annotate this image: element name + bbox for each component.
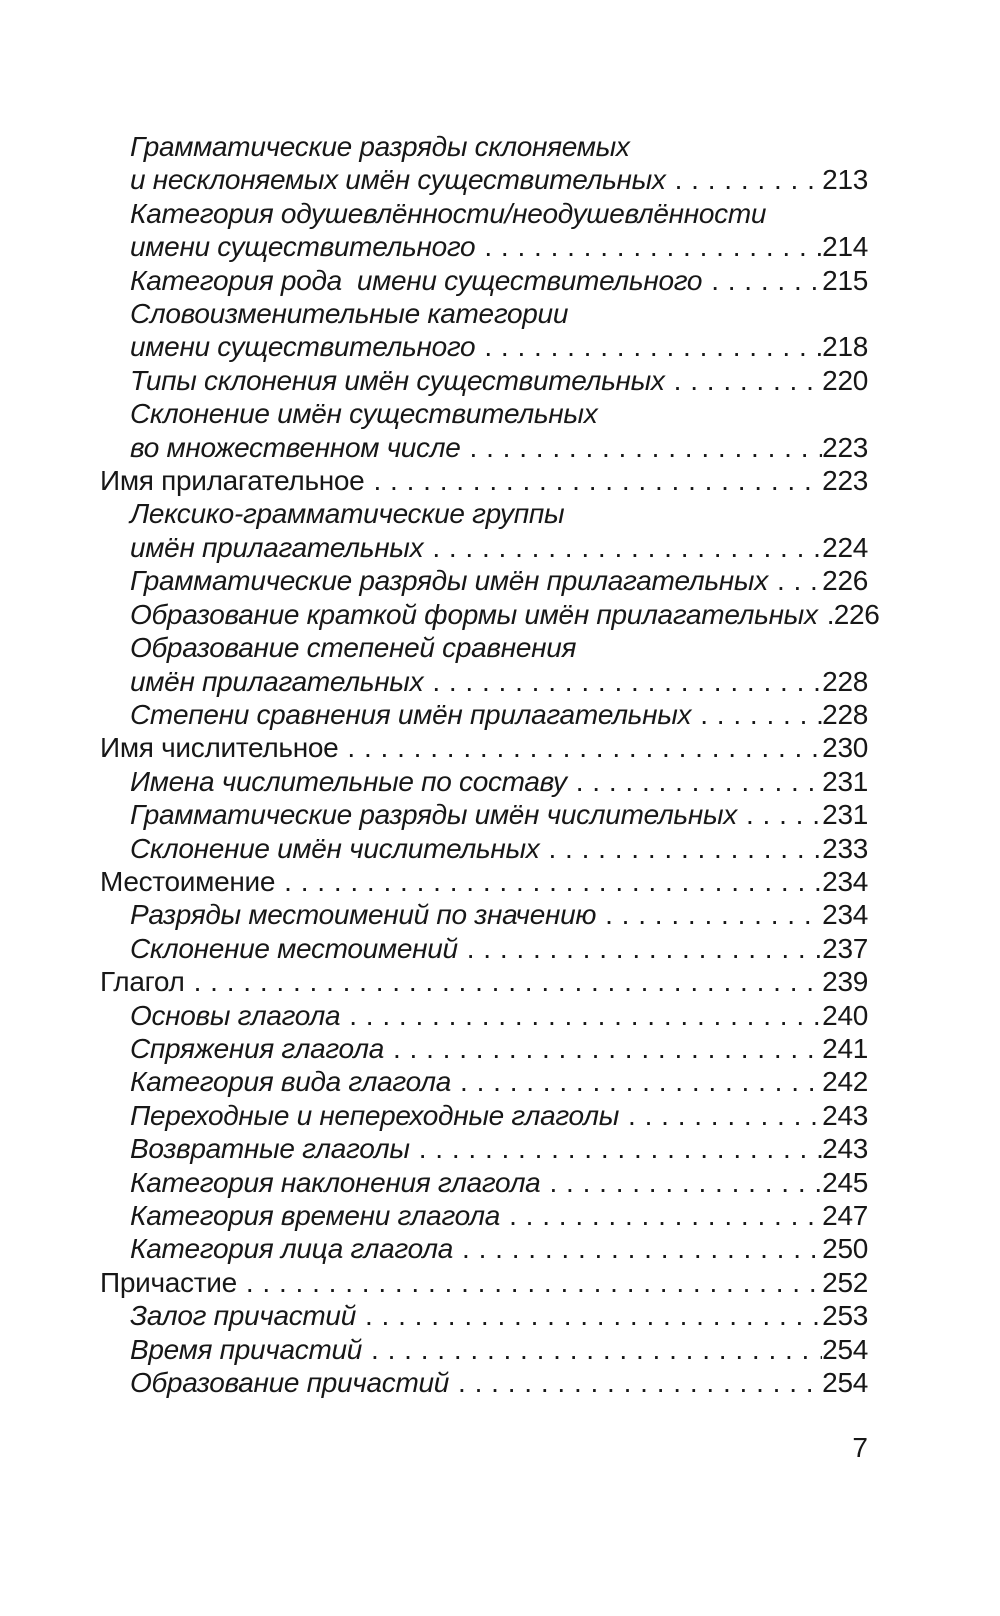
toc-entry-title: Переходные и непереходные глаголы bbox=[130, 1099, 620, 1131]
dot-leader bbox=[567, 765, 822, 798]
toc-entry-page: 240 bbox=[822, 999, 868, 1031]
dot-leader bbox=[410, 1132, 822, 1165]
toc-entry-title: Лексико-грамматические группы bbox=[130, 498, 565, 530]
toc-row bbox=[100, 999, 868, 1032]
toc-entry-title: Имя числительное bbox=[100, 732, 339, 764]
toc-entry-title: Время причастий bbox=[130, 1333, 363, 1365]
toc-entry-title: Грамматические разряды имён прилагательных bbox=[130, 565, 768, 597]
toc-row bbox=[100, 898, 868, 931]
toc-entry-page: 226 bbox=[822, 565, 868, 597]
toc-entry-page: 253 bbox=[822, 1300, 868, 1332]
toc-entry-title: Грамматические разряды имён числительных bbox=[130, 799, 737, 831]
dot-leader bbox=[451, 1065, 822, 1098]
toc-entry-page: 239 bbox=[822, 966, 868, 998]
toc-row bbox=[100, 1132, 868, 1165]
dot-leader bbox=[449, 1366, 822, 1399]
dot-leader bbox=[461, 431, 823, 464]
toc-row bbox=[100, 1266, 868, 1299]
toc-row bbox=[100, 731, 868, 764]
toc-row bbox=[100, 1199, 868, 1232]
toc-entry-page: 254 bbox=[822, 1333, 868, 1365]
toc-row bbox=[100, 1032, 868, 1065]
toc-entry-title: Категория времени глагола bbox=[130, 1200, 501, 1231]
toc-row bbox=[100, 865, 868, 898]
toc-row bbox=[100, 464, 868, 497]
toc-entry-title: и несклоняемых имён существительных bbox=[130, 164, 666, 196]
dot-leader bbox=[364, 464, 822, 497]
toc-entry-page: 213 bbox=[822, 164, 868, 196]
dot-leader bbox=[475, 230, 822, 263]
page-number: 7 bbox=[852, 1432, 868, 1463]
toc-list bbox=[100, 130, 880, 1399]
toc-entry-title: Словоизменительные категории bbox=[130, 298, 569, 330]
toc-row bbox=[100, 1065, 868, 1098]
toc-entry-title: Возвратные глаголы bbox=[130, 1133, 410, 1165]
dot-leader bbox=[596, 898, 822, 931]
dot-leader bbox=[665, 364, 823, 397]
dot-leader bbox=[475, 330, 822, 363]
dot-leader bbox=[338, 731, 822, 764]
toc-entry-title: Категория вида глагола bbox=[130, 1066, 452, 1098]
toc-entry-page: 215 bbox=[822, 264, 868, 296]
toc-row bbox=[100, 598, 880, 631]
dot-leader bbox=[340, 999, 822, 1032]
toc-entry-title: имён прилагательных bbox=[130, 665, 424, 697]
toc-row bbox=[100, 665, 868, 698]
toc-row bbox=[100, 264, 868, 297]
toc-row bbox=[100, 230, 868, 263]
toc-entry-page: 234 bbox=[822, 899, 868, 931]
toc-row bbox=[100, 798, 868, 831]
toc-entry-title: имени существительного bbox=[130, 331, 476, 363]
toc-row bbox=[100, 1166, 868, 1199]
toc-entry-title: Имена числительные по составу bbox=[130, 765, 567, 797]
toc-row bbox=[100, 631, 868, 664]
toc-entry-page: 241 bbox=[822, 1032, 868, 1064]
toc-entry-page: 234 bbox=[822, 865, 868, 897]
toc-entry-page: 220 bbox=[822, 364, 868, 396]
toc-entry-title: имени существительного bbox=[130, 231, 476, 263]
toc-entry-page: 230 bbox=[822, 732, 868, 764]
dot-leader bbox=[818, 598, 834, 631]
toc-entry-title: Разряды местоимений по значению bbox=[130, 899, 597, 931]
dot-leader bbox=[458, 932, 822, 965]
toc-entry-title: Степени сравнения имён прилагательных bbox=[130, 698, 692, 730]
toc-row bbox=[100, 832, 868, 865]
toc-entry-title: Основы глагола bbox=[130, 999, 341, 1031]
toc-entry-page: 214 bbox=[822, 231, 868, 263]
toc-entry-page: 252 bbox=[822, 1266, 868, 1298]
toc-entry-title: Образование причастий bbox=[130, 1367, 450, 1399]
toc-row bbox=[100, 431, 868, 464]
toc-row bbox=[100, 497, 868, 530]
toc-row bbox=[100, 1333, 868, 1366]
toc-entry-page: 247 bbox=[822, 1200, 868, 1231]
dot-leader bbox=[691, 698, 822, 731]
toc-entry-page: 228 bbox=[822, 665, 868, 697]
toc-row bbox=[100, 364, 868, 397]
toc-entry-page: 228 bbox=[822, 698, 868, 730]
toc-entry-title: Категория лица глагола bbox=[130, 1233, 454, 1265]
toc-row bbox=[100, 130, 868, 163]
toc-entry-title: имён прилагательных bbox=[130, 531, 424, 563]
toc-row bbox=[100, 531, 868, 564]
toc-entry-page: 250 bbox=[822, 1233, 868, 1265]
toc-entry-title: Местоимение bbox=[100, 865, 276, 897]
dot-leader bbox=[356, 1299, 822, 1332]
toc-row bbox=[100, 932, 868, 965]
toc-row bbox=[100, 765, 868, 798]
dot-leader bbox=[423, 531, 822, 564]
toc-entry-page: 223 bbox=[822, 431, 868, 463]
dot-leader bbox=[666, 163, 823, 196]
toc-entry-page: 242 bbox=[822, 1066, 868, 1098]
toc-entry-title: Залог причастий bbox=[130, 1300, 356, 1332]
toc-row bbox=[100, 1299, 868, 1332]
toc-row bbox=[100, 965, 868, 998]
toc-entry-page: 237 bbox=[822, 932, 868, 964]
dot-leader bbox=[185, 965, 823, 998]
toc-entry-page: 231 bbox=[822, 799, 868, 831]
toc-row bbox=[100, 1366, 868, 1399]
toc-entry-title: Категория одушевлённости/неодушевлённости bbox=[130, 197, 767, 229]
toc-row bbox=[100, 197, 868, 230]
toc-entry-page: 254 bbox=[822, 1367, 868, 1399]
dot-leader bbox=[362, 1333, 822, 1366]
dot-leader bbox=[500, 1199, 822, 1232]
toc-entry-title: Склонение имён числительных bbox=[130, 832, 540, 864]
dot-leader bbox=[453, 1232, 822, 1265]
dot-leader bbox=[539, 832, 822, 865]
toc-entry-page: 233 bbox=[822, 832, 868, 864]
toc-entry-title: Образование краткой формы имён прилагательных bbox=[130, 598, 818, 630]
toc-row bbox=[100, 330, 868, 363]
toc-row bbox=[100, 1232, 868, 1265]
dot-leader bbox=[702, 264, 822, 297]
toc-row bbox=[100, 297, 868, 330]
toc-row bbox=[100, 698, 868, 731]
toc-entry-page: 243 bbox=[822, 1099, 868, 1131]
dot-leader bbox=[384, 1032, 822, 1065]
toc-entry-title: во множественном числе bbox=[130, 431, 461, 463]
toc-entry-title: Склонение имён существительных bbox=[130, 398, 598, 430]
toc-entry-title: Грамматические разряды склоняемых bbox=[130, 131, 630, 162]
toc-entry-page: 223 bbox=[822, 465, 868, 497]
toc-entry-title: Образование степеней сравнения bbox=[130, 632, 577, 664]
toc-entry-title: Типы склонения имён существительных bbox=[130, 364, 665, 396]
toc-entry-title: Причастие bbox=[100, 1266, 237, 1298]
toc-entry-page: 231 bbox=[822, 765, 868, 797]
toc-entry-page: 245 bbox=[822, 1166, 868, 1198]
toc-entry-page: 218 bbox=[822, 331, 868, 363]
dot-leader bbox=[237, 1266, 822, 1299]
toc-entry-title: Спряжения глагола bbox=[130, 1032, 384, 1064]
toc-row bbox=[100, 564, 868, 597]
dot-leader bbox=[619, 1099, 822, 1132]
dot-leader bbox=[275, 865, 822, 898]
toc-entry-page: 224 bbox=[822, 531, 868, 563]
toc-entry-page: 243 bbox=[822, 1133, 868, 1165]
dot-leader bbox=[768, 564, 822, 597]
toc-entry-page: 226 bbox=[833, 598, 880, 630]
toc-entry-title: Склонение местоимений bbox=[130, 932, 458, 964]
dot-leader bbox=[737, 798, 822, 831]
toc-entry-title: Категория наклонения глагола bbox=[130, 1166, 541, 1198]
toc-row bbox=[100, 163, 868, 196]
toc-row bbox=[100, 1099, 868, 1132]
dot-leader bbox=[423, 665, 822, 698]
toc-entry-title: Глагол bbox=[100, 966, 185, 998]
toc-entry-title: Категория рода имени существительного bbox=[130, 264, 703, 296]
toc-row bbox=[100, 397, 868, 430]
dot-leader bbox=[540, 1166, 822, 1199]
toc-entry-title: Имя прилагательное bbox=[100, 465, 365, 497]
